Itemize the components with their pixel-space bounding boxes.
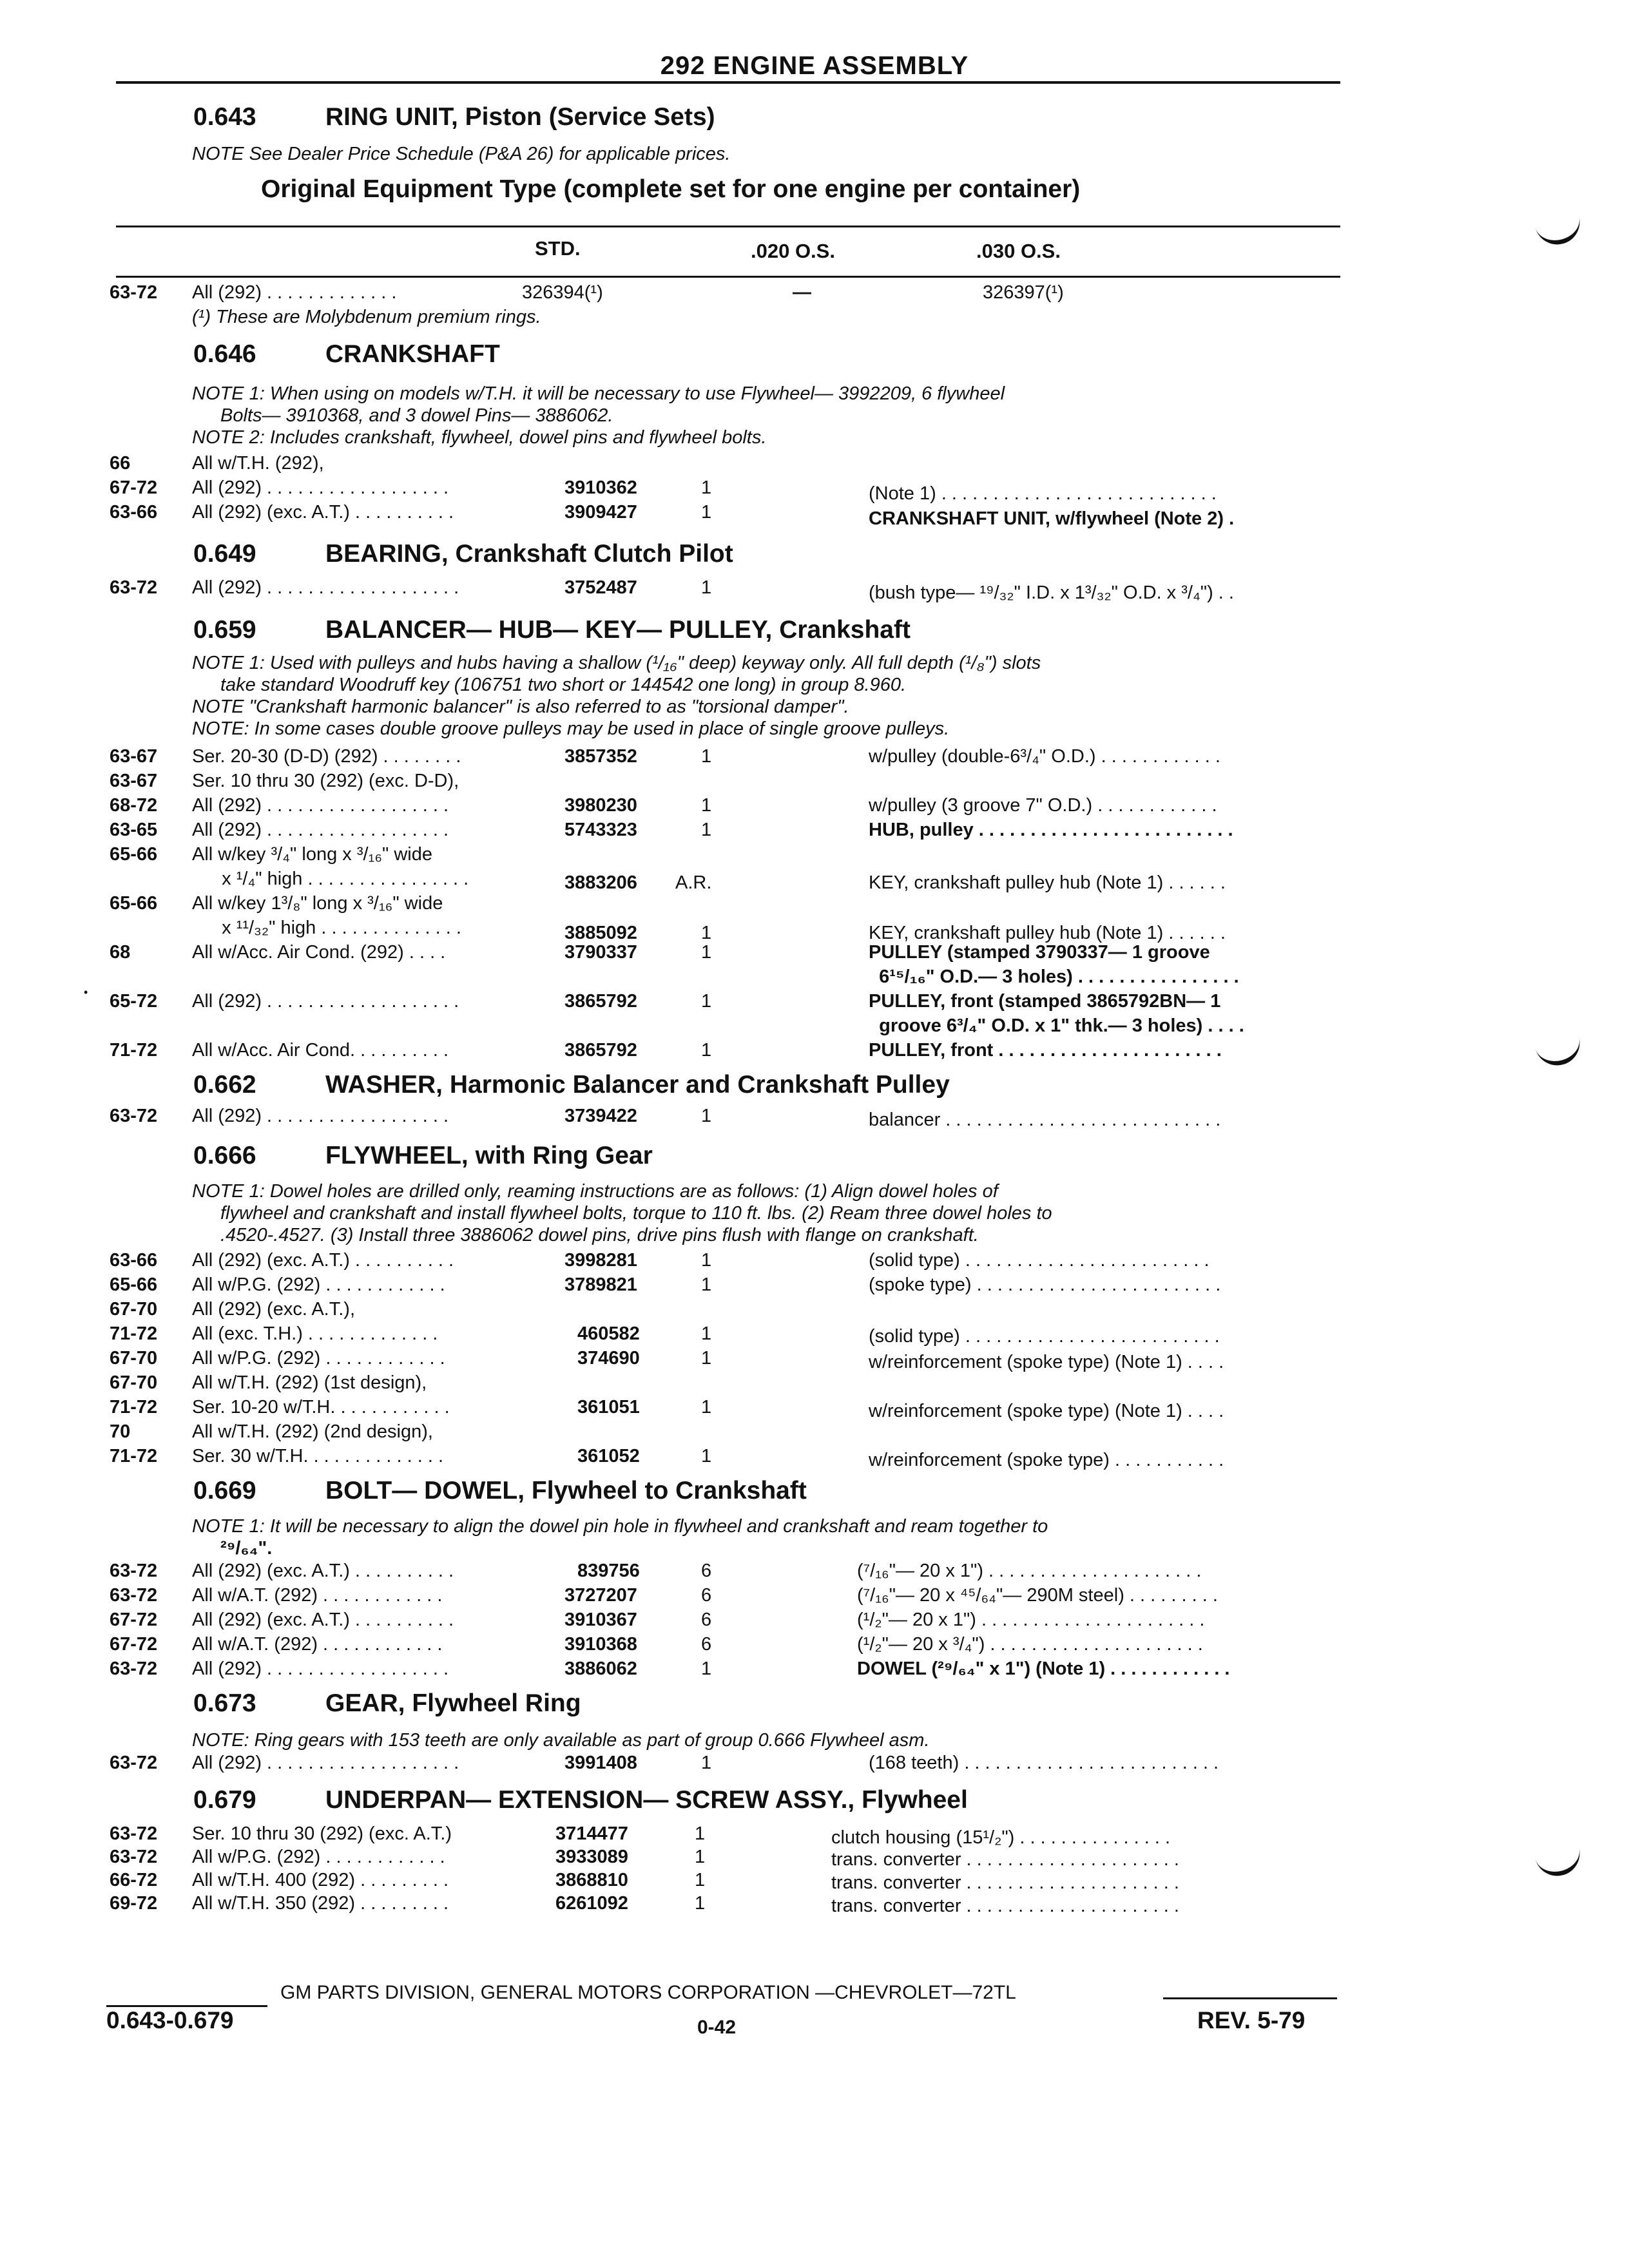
row-description: All w/P.G. (292) . . . . . . . . . . . .: [192, 1847, 445, 1867]
row-description: All (292) (exc. A.T.) . . . . . . . . . .: [192, 1610, 454, 1630]
table-row: [110, 1106, 1347, 1129]
table-row: [110, 966, 1347, 990]
row-part-number: 3933089: [555, 1847, 628, 1867]
row-part-number: 3790337: [564, 942, 637, 963]
row-description: All w/P.G. (292) . . . . . . . . . . . .: [192, 1348, 445, 1369]
row-years: 66-72: [110, 1870, 158, 1890]
row-part-number: 3727207: [564, 1585, 637, 1606]
row-years: 67-70: [110, 1372, 158, 1393]
table-row: [110, 1446, 1347, 1469]
row-remark: (bush type— ¹⁹/₃₂" I.D. x 1³/₃₂" O.D. x ³/₄") . .: [869, 582, 1234, 603]
row-years: 68: [110, 942, 131, 963]
row-remark: 6¹⁵/₁₆" O.D.— 3 holes) . . . . . . . . . . . . . . . .: [869, 966, 1239, 987]
row-description: All w/T.H. (292),: [192, 453, 324, 474]
row-remark: KEY, crankshaft pulley hub (Note 1) . . . . . .: [869, 923, 1226, 943]
row-remark: groove 6³/₄" O.D. x 1" thk.— 3 holes) . . . .: [869, 1015, 1244, 1036]
row-quantity: 1: [701, 795, 712, 816]
row-description: All (292) . . . . . . . . . . . . . . . . . . .: [192, 991, 459, 1012]
row-part-number: 3789821: [564, 1274, 637, 1295]
column-header-020: .020 O.S.: [751, 240, 835, 262]
section-title: RING UNIT, Piston (Service Sets): [325, 103, 715, 131]
table-row: [110, 1847, 1347, 1870]
note-line: NOTE 1: Dowel holes are drilled only, reaming instructions are as follows: (1) Align dowel holes of: [192, 1181, 998, 1202]
table-row: [110, 477, 1347, 504]
note-line: NOTE: In some cases double groove pulleys may be used in place of single groove pulleys.: [192, 718, 950, 739]
note-line: NOTE 2: Includes crankshaft, flywheel, dowel pins and flywheel bolts.: [192, 427, 767, 448]
row-remark: (¹/₂"— 20 x 1") . . . . . . . . . . . . . . . . . . . . . .: [857, 1610, 1205, 1630]
row-quantity: 1: [701, 1753, 712, 1773]
row-description: x ¹/₄" high . . . . . . . . . . . . . . . .: [211, 869, 469, 889]
section-number: 0.669: [193, 1477, 256, 1504]
note-line: .4520-.4527. (3) Install three 3886062 dowel pins, drive pins flush with flange on crankshaft.: [220, 1225, 979, 1245]
row-remark: (solid type) . . . . . . . . . . . . . . . . . . . . . . . . .: [869, 1326, 1220, 1347]
row-description: Ser. 10-20 w/T.H. . . . . . . . . . . .: [192, 1397, 450, 1418]
row-years: 71-72: [110, 1040, 158, 1061]
row-description: All (292) . . . . . . . . . . . . . . . . . .: [192, 1106, 449, 1126]
row-description: All w/Acc. Air Cond. (292) . . . .: [192, 942, 446, 963]
row-remark: (solid type) . . . . . . . . . . . . . . . . . . . . . . . .: [869, 1250, 1210, 1271]
row-years: 67-72: [110, 477, 158, 498]
row-part-number: 5743323: [564, 820, 637, 840]
row-quantity: 1: [701, 1040, 712, 1061]
footer-rule-right: [1163, 1997, 1337, 1999]
row-description: All (292) . . . . . . . . . . . . . . . . . .: [192, 820, 449, 840]
row-description: Ser. 30 w/T.H. . . . . . . . . . . . . .: [192, 1446, 443, 1466]
row-part-number: 3865792: [564, 991, 637, 1012]
table-row: [110, 1421, 1347, 1445]
row-quantity: 1: [701, 820, 712, 840]
row-030-part: 326397(¹): [983, 282, 1064, 303]
row-years: 67-72: [110, 1634, 158, 1655]
table-row: [110, 1610, 1347, 1633]
section-note: [192, 383, 1005, 448]
row-quantity: 6: [701, 1634, 712, 1655]
row-quantity: 1: [701, 942, 712, 963]
row-years: 63-72: [110, 1561, 158, 1581]
row-quantity: 6: [701, 1561, 712, 1581]
row-quantity: 6: [701, 1585, 712, 1606]
footer-page-number: 0-42: [697, 2017, 737, 2038]
row-description: All (292) . . . . . . . . . . . . . . . . . .: [192, 477, 449, 498]
section-title: BALANCER— HUB— KEY— PULLEY, Crankshaft: [325, 616, 911, 644]
row-description: All w/key ³/₄" long x ³/₁₆" wide: [192, 844, 433, 865]
row-years: 67-70: [110, 1348, 158, 1369]
row-quantity: 1: [701, 991, 712, 1012]
table-row: [110, 1274, 1347, 1298]
row-years: 71-72: [110, 1446, 158, 1466]
row-remark: clutch housing (15¹/₂") . . . . . . . . . . . . . . .: [831, 1827, 1171, 1848]
table-row: [110, 1870, 1347, 1893]
row-remark: trans. converter . . . . . . . . . . . . . . . . . . . . .: [831, 1896, 1179, 1916]
table-row: [110, 1250, 1347, 1273]
row-remark: PULLEY, front . . . . . . . . . . . . . . . . . . . . . .: [869, 1040, 1222, 1061]
section-0643-subtitle: Original Equipment Type (complete set for one engine per container): [261, 175, 1081, 203]
row-years: 70: [110, 1421, 131, 1442]
section-0643-note: NOTE See Dealer Price Schedule (P&A 26) for applicable prices.: [192, 144, 731, 164]
row-part-number: 3865792: [564, 1040, 637, 1061]
section-heading: [193, 1477, 807, 1505]
row-part-number: 3980230: [564, 795, 637, 816]
row-description: All w/T.H. 350 (292) . . . . . . . . .: [192, 1893, 449, 1914]
row-description: All (292) (exc. A.T.) . . . . . . . . . .: [192, 502, 454, 523]
section-title: BEARING, Crankshaft Clutch Pilot: [325, 540, 733, 568]
footnote: (¹) These are Molybdenum premium rings.: [192, 307, 541, 327]
row-description: All (exc. T.H.) . . . . . . . . . . . . .: [192, 1323, 438, 1344]
section-title: BOLT— DOWEL, Flywheel to Crankshaft: [325, 1477, 807, 1504]
table-row: [110, 577, 1347, 601]
row-remark: w/pulley (3 groove 7" O.D.) . . . . . . . . . . . .: [869, 795, 1217, 816]
row-description: All w/A.T. (292) . . . . . . . . . . . .: [192, 1585, 443, 1606]
row-years: 65-66: [110, 844, 158, 865]
section-note: [192, 1180, 1052, 1246]
row-description: All (292) . . . . . . . . . . . . . . . . . .: [192, 795, 449, 816]
row-remark: CRANKSHAFT UNIT, w/flywheel (Note 2) .: [869, 508, 1235, 529]
table-row: [110, 820, 1347, 843]
section-number: 0.679: [193, 1786, 256, 1814]
row-quantity: A.R.: [675, 872, 712, 893]
section-title: FLYWHEEL, with Ring Gear: [325, 1142, 653, 1169]
row-part-number: 3868810: [555, 1870, 628, 1890]
table-row: [110, 1585, 1347, 1608]
row-part-number: 3857352: [564, 746, 637, 767]
row-part-number: 3909427: [564, 502, 637, 523]
row-years: 63-72: [110, 1847, 158, 1867]
column-header-030: .030 O.S.: [976, 240, 1061, 262]
row-remark: (spoke type) . . . . . . . . . . . . . . . . . . . . . . . .: [869, 1274, 1221, 1295]
row-quantity: 1: [701, 1348, 712, 1369]
row-remark: (168 teeth) . . . . . . . . . . . . . . . . . . . . . . . . .: [869, 1753, 1219, 1773]
section-number: 0.643: [193, 103, 256, 131]
table-row: [110, 1753, 1347, 1776]
row-years: 67-70: [110, 1299, 158, 1320]
row-description: All (292) . . . . . . . . . . . . . . . . . . .: [192, 577, 459, 598]
binder-mark: [1534, 213, 1585, 249]
row-description: All w/Acc. Air Cond. . . . . . . . . .: [192, 1040, 449, 1061]
note-line: Bolts— 3910368, and 3 dowel Pins— 3886062.: [220, 405, 613, 426]
row-description: All (292) (exc. A.T.) . . . . . . . . . .: [192, 1250, 454, 1271]
row-years: 63-66: [110, 502, 158, 523]
footer-corp: GM PARTS DIVISION, GENERAL MOTORS CORPORATION —CHEVROLET—72TL: [280, 1982, 1016, 2003]
row-part-number: 3883206: [564, 872, 637, 893]
row-years: 63-72: [110, 1658, 158, 1679]
section-number: 0.646: [193, 340, 256, 368]
row-quantity: 1: [701, 1397, 712, 1418]
row-part-number: 3910367: [564, 1610, 637, 1630]
row-years: 63-72: [110, 1823, 158, 1844]
row-part-number: 6261092: [555, 1893, 628, 1914]
page-title: 292 ENGINE ASSEMBLY: [660, 52, 969, 80]
note-line: flywheel and crankshaft and install flywheel bolts, torque to 110 ft. lbs. (2) Ream three dowel holes to: [220, 1203, 1052, 1224]
row-years: 66: [110, 453, 131, 474]
table-row: [110, 771, 1347, 794]
row-quantity: 6: [701, 1610, 712, 1630]
row-quantity: 1: [695, 1870, 706, 1890]
row-part-number: 3739422: [564, 1106, 637, 1126]
table-row: [110, 1040, 1347, 1063]
row-remark: KEY, crankshaft pulley hub (Note 1) . . . . . .: [869, 872, 1226, 893]
row-years: 69-72: [110, 1893, 158, 1914]
section-note: [192, 1729, 930, 1751]
table-row: [110, 1893, 1347, 1916]
row-remark: (⁷/₁₆"— 20 x 1") . . . . . . . . . . . . . . . . . . . . .: [857, 1561, 1202, 1581]
section-number: 0.659: [193, 616, 256, 644]
row-years: 63-72: [110, 577, 158, 598]
row-quantity: 1: [695, 1893, 706, 1914]
note-line: NOTE 1: When using on models w/T.H. it will be necessary to use Flywheel— 3992209, 6 flywheel: [192, 383, 1005, 404]
row-quantity: 1: [701, 746, 712, 767]
section-heading: [193, 1071, 950, 1099]
row-remark: PULLEY (stamped 3790337— 1 groove: [869, 942, 1210, 963]
table-row: [110, 991, 1347, 1014]
binder-mark: [1534, 1844, 1585, 1881]
table-row: [110, 1397, 1347, 1420]
table-row: [110, 1658, 1347, 1682]
section-heading: [193, 1786, 968, 1814]
row-description: All w/A.T. (292) . . . . . . . . . . . .: [192, 1634, 443, 1655]
row-part-number: 3910362: [564, 477, 637, 498]
row-remark: w/reinforcement (spoke type) (Note 1) . . . .: [869, 1352, 1224, 1372]
row-remark: PULLEY, front (stamped 3865792BN— 1: [869, 991, 1221, 1012]
note-line: ²⁹/₆₄".: [220, 1538, 273, 1559]
row-part-number: 3998281: [564, 1250, 637, 1271]
row-remark: trans. converter . . . . . . . . . . . . . . . . . . . . .: [831, 1872, 1179, 1893]
row-years: 67-72: [110, 1610, 158, 1630]
row-years: 63-67: [110, 771, 158, 791]
row-remark: balancer . . . . . . . . . . . . . . . . . . . . . . . . . . .: [869, 1110, 1221, 1130]
row-remark: trans. converter . . . . . . . . . . . . . . . . . . . . .: [831, 1849, 1179, 1870]
row-description: x ¹¹/₃₂" high . . . . . . . . . . . . . .: [211, 918, 461, 938]
row-quantity: 1: [701, 1250, 712, 1271]
row-part-number: 3885092: [564, 923, 637, 943]
note-line: NOTE 1: Used with pulleys and hubs having a shallow (¹/₁₆" deep) keyway only. All full depth (¹/₈") slots: [192, 653, 1041, 673]
section-note: [192, 1515, 1048, 1559]
row-quantity: 1: [701, 1658, 712, 1679]
row-quantity: 1: [701, 477, 712, 498]
row-part-number: 839756: [577, 1561, 640, 1581]
row-part-number: 374690: [577, 1348, 640, 1369]
table-row: [110, 1561, 1347, 1584]
row-quantity: 1: [695, 1823, 706, 1844]
row-description: All w/T.H. 400 (292) . . . . . . . . .: [192, 1870, 449, 1890]
row-std-part: 326394(¹): [522, 282, 603, 303]
table-row: [110, 1015, 1347, 1039]
table-row: [110, 1372, 1347, 1396]
bullet-mark: •: [84, 986, 88, 999]
row-years: 71-72: [110, 1323, 158, 1344]
section-heading: [193, 616, 911, 644]
row-quantity: 1: [701, 1106, 712, 1126]
row-years: 71-72: [110, 1397, 158, 1418]
section-heading: [193, 1142, 653, 1170]
table-row: [110, 502, 1347, 529]
note-line: NOTE: Ring gears with 153 teeth are only available as part of group 0.666 Flywheel asm.: [192, 1730, 930, 1751]
row-part-number: 3910368: [564, 1634, 637, 1655]
row-remark: DOWEL (²⁹/₆₄" x 1") (Note 1) . . . . . . . . . . . .: [857, 1658, 1230, 1679]
row-years: 63-67: [110, 746, 158, 767]
section-title: UNDERPAN— EXTENSION— SCREW ASSY., Flywheel: [325, 1786, 968, 1814]
column-header-std: STD.: [535, 237, 581, 260]
row-part-number: 460582: [577, 1323, 640, 1344]
section-number: 0.673: [193, 1689, 256, 1717]
row-part-number: 3752487: [564, 577, 637, 598]
table-row: [110, 1634, 1347, 1657]
section-title: WASHER, Harmonic Balancer and Crankshaft Pulley: [325, 1071, 950, 1099]
column-header-rule-bottom: [116, 276, 1340, 278]
table-row: [110, 1323, 1347, 1347]
row-years: 65-66: [110, 893, 158, 914]
row-020-part: —: [793, 282, 811, 303]
row-quantity: 1: [701, 1323, 712, 1344]
row-remark: w/pulley (double-6³/₄" O.D.) . . . . . . . . . . . .: [869, 746, 1220, 767]
table-row: [110, 942, 1347, 965]
note-line: NOTE 1: It will be necessary to align the dowel pin hole in flywheel and crankshaft and ream together to: [192, 1516, 1048, 1537]
row-description: All (292) . . . . . . . . . . . . . . . . . . .: [192, 1753, 459, 1773]
note-line: NOTE "Crankshaft harmonic balancer" is also referred to as "torsional damper".: [192, 697, 849, 717]
table-row: [110, 282, 1347, 305]
footer-range: 0.643-0.679: [106, 2007, 234, 2033]
row-description: All (292) (exc. A.T.) . . . . . . . . . .: [192, 1561, 454, 1581]
row-quantity: 1: [701, 577, 712, 598]
row-remark: (⁷/₁₆"— 20 x ⁴⁵/₆₄"— 290M steel) . . . . . . . . .: [857, 1585, 1218, 1606]
row-years: 65-72: [110, 991, 158, 1012]
section-heading: [193, 540, 733, 568]
row-years: 63-72: [110, 1753, 158, 1773]
table-row: [110, 746, 1347, 769]
row-years: 63-72: [110, 282, 158, 303]
row-years: 63-72: [110, 1585, 158, 1606]
section-number: 0.649: [193, 540, 256, 568]
row-quantity: 1: [701, 923, 712, 943]
row-remark: (¹/₂"— 20 x ³/₄") . . . . . . . . . . . . . . . . . . . . .: [857, 1634, 1203, 1655]
row-quantity: 1: [701, 502, 712, 523]
table-row: [110, 844, 1347, 867]
row-part-number: 3991408: [564, 1753, 637, 1773]
row-part-number: 361051: [577, 1397, 640, 1418]
table-row: [110, 1348, 1347, 1371]
table-row: [110, 869, 1347, 892]
top-rule: [116, 81, 1340, 84]
section-heading: [193, 1689, 581, 1718]
section-number: 0.666: [193, 1142, 256, 1169]
column-header-rule-top: [116, 226, 1340, 227]
row-remark: HUB, pulley . . . . . . . . . . . . . . . . . . . . . . . . .: [869, 820, 1233, 840]
row-description: All w/T.H. (292) (1st design),: [192, 1372, 427, 1393]
row-description: All (292) . . . . . . . . . . . . . . . . . .: [192, 1658, 449, 1679]
row-description: All (292) (exc. A.T.),: [192, 1299, 356, 1320]
table-row: [110, 918, 1347, 941]
row-description: Ser. 10 thru 30 (292) (exc. D-D),: [192, 771, 459, 791]
row-quantity: 1: [701, 1446, 712, 1466]
row-description: Ser. 10 thru 30 (292) (exc. A.T.): [192, 1823, 452, 1844]
section-note: [192, 652, 1041, 740]
row-remark: (Note 1) . . . . . . . . . . . . . . . . . . . . . . . . . . .: [869, 483, 1217, 504]
row-part-number: 361052: [577, 1446, 640, 1466]
row-part-number: 3886062: [564, 1658, 637, 1679]
row-years: 68-72: [110, 795, 158, 816]
row-description: Ser. 20-30 (D-D) (292) . . . . . . . .: [192, 746, 461, 767]
row-remark: w/reinforcement (spoke type) . . . . . . . . . . .: [869, 1450, 1224, 1470]
row-remark: w/reinforcement (spoke type) (Note 1) . . . .: [869, 1401, 1224, 1421]
row-description: All w/T.H. (292) (2nd design),: [192, 1421, 433, 1442]
note-line: take standard Woodruff key (106751 two short or 144542 one long) in group 8.960.: [220, 675, 907, 695]
table-row: [110, 453, 1347, 476]
section-heading: [193, 340, 500, 369]
row-years: 63-72: [110, 1106, 158, 1126]
row-description: All w/key 1³/₈" long x ³/₁₆" wide: [192, 893, 443, 914]
section-title: CRANKSHAFT: [325, 340, 500, 368]
section-0643-heading: [193, 103, 715, 131]
row-description: All w/P.G. (292) . . . . . . . . . . . .: [192, 1274, 445, 1295]
section-title: GEAR, Flywheel Ring: [325, 1689, 581, 1717]
table-row: [110, 893, 1347, 916]
row-part-number: 3714477: [555, 1823, 628, 1844]
footer-revision: REV. 5-79: [1197, 2007, 1306, 2033]
row-years: 65-66: [110, 1274, 158, 1295]
table-row: [110, 1299, 1347, 1322]
binder-mark: [1534, 1033, 1585, 1070]
row-years: 63-65: [110, 820, 158, 840]
row-years: 63-66: [110, 1250, 158, 1271]
row-description: All (292) . . . . . . . . . . . . .: [192, 282, 397, 303]
table-row: [110, 1823, 1347, 1847]
section-number: 0.662: [193, 1071, 256, 1099]
row-quantity: 1: [695, 1847, 706, 1867]
row-quantity: 1: [701, 1274, 712, 1295]
table-row: [110, 795, 1347, 818]
